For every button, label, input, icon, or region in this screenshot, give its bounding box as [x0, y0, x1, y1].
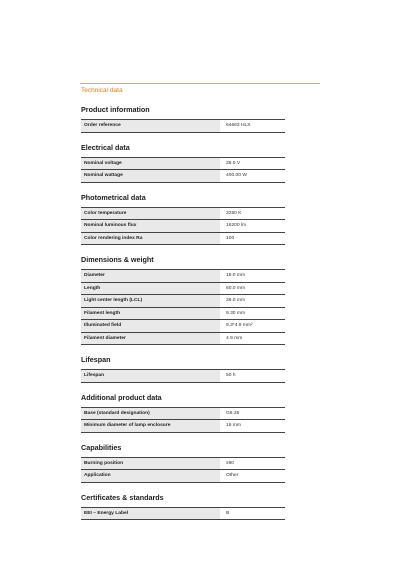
spec-table — [81, 457, 285, 483]
section-title: Electrical data — [81, 142, 130, 152]
row-label: Color rendering index Ra — [81, 233, 221, 245]
row-value: 16200 lm — [226, 223, 247, 229]
table-row — [81, 283, 285, 296]
spec-table — [81, 207, 285, 246]
row-value: B — [226, 510, 230, 516]
row-value: 9.30 mm — [226, 310, 246, 316]
spec-table — [81, 157, 285, 183]
row-label: Length — [81, 283, 221, 295]
header-rule — [80, 83, 320, 84]
row-value: 9.3*4.9 mm² — [226, 323, 253, 329]
row-label: Nominal luminous flux — [81, 220, 221, 232]
table-row — [81, 170, 285, 183]
table-row — [81, 208, 285, 221]
section-title: Dimensions & weight — [81, 255, 154, 264]
row-value: G6.35 — [226, 410, 240, 416]
section-title: Additional product data — [81, 392, 162, 402]
table-row — [81, 270, 285, 283]
row-value: 3250 K — [226, 210, 242, 216]
row-label: Diameter — [81, 270, 221, 282]
row-value: 64663 HLX — [226, 123, 251, 129]
section-title: Lifespan — [81, 355, 111, 364]
row-label: Minimum diameter of lamp enclosure — [81, 420, 221, 432]
row-label: Filament length — [81, 308, 221, 320]
document-title: Technical data — [81, 87, 123, 94]
section-title: Certificates & standards — [81, 492, 164, 502]
table-row — [81, 508, 285, 521]
table-row — [81, 295, 285, 308]
section-title: Photometrical data — [81, 192, 146, 202]
row-label: Lifespan — [81, 370, 221, 382]
row-value: 4.9 mm — [226, 335, 243, 341]
section-title: Capabilities — [81, 442, 122, 452]
row-label: Light center length (LCL) — [81, 295, 221, 307]
row-value: 100 — [226, 235, 235, 241]
row-value: 60.0 mm — [226, 285, 246, 291]
table-row — [81, 158, 285, 171]
table-row — [81, 408, 285, 421]
table-row — [81, 470, 285, 483]
row-value: 50 h — [226, 373, 236, 379]
spec-table — [81, 269, 285, 345]
table-row — [81, 420, 285, 433]
row-value: 400.00 W — [226, 173, 247, 179]
spec-table — [81, 369, 285, 383]
row-label: Nominal voltage — [81, 158, 221, 170]
row-value: 36.0 V — [226, 160, 241, 166]
table-row — [81, 308, 285, 321]
row-label: Color temperature — [81, 208, 221, 220]
spec-table — [81, 507, 285, 521]
spec-content — [81, 104, 285, 529]
table-row — [81, 220, 285, 233]
table-row — [81, 120, 285, 133]
row-label: Application — [81, 470, 221, 482]
row-label: Illuminated field — [81, 320, 221, 332]
table-row — [81, 320, 285, 333]
row-value: 36.0 mm — [226, 298, 246, 304]
table-row — [81, 233, 285, 246]
row-label: Filament diameter — [81, 333, 221, 345]
row-label: Burning position — [81, 458, 221, 470]
section-title: Product information — [81, 105, 150, 114]
table-row — [81, 370, 285, 383]
spec-table — [81, 407, 285, 433]
row-value: 15.0 mm — [226, 273, 246, 279]
spec-table — [81, 119, 285, 133]
row-value: Other — [226, 473, 239, 479]
row-label: Base (standard designation) — [81, 408, 221, 420]
row-label: Nominal wattage — [81, 170, 221, 182]
row-label: EEI – Energy Label — [81, 508, 221, 520]
row-label: Order reference — [81, 120, 221, 132]
row-value: 16 mm — [226, 423, 241, 429]
table-row — [81, 333, 285, 346]
row-value: s90 — [226, 460, 234, 466]
table-row — [81, 458, 285, 471]
